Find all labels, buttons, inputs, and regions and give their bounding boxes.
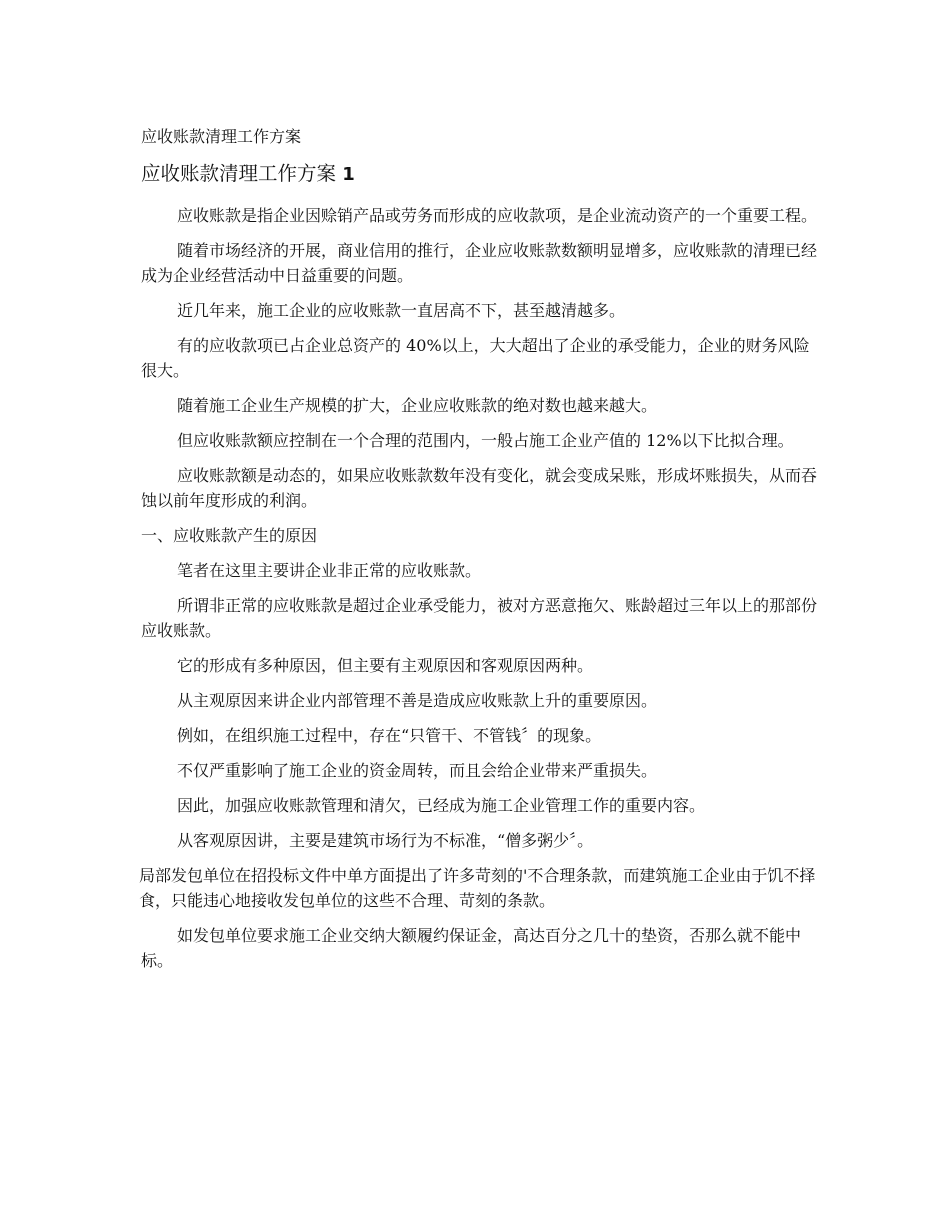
document-body [141, 124, 817, 983]
paragraph: 应收账款是指企业因赊销产品或劳务而形成的应收款项，是企业流动资产的一个重要工程。 [177, 206, 818, 225]
paragraph: 例如，在组织施工过程中，存在“只管干、不管钱〞的现象。 [177, 726, 602, 745]
document-title-number: 1 [342, 164, 355, 185]
paragraph: 但应收账款额应控制在一个合理的范围内，一般占施工企业产值的 12%以下比拟合理。 [177, 431, 794, 450]
paragraph: 有的应收款项已占企业总资产的 40%以上，大大超出了企业的承受能力，企业的财务风险很大。 [141, 336, 810, 380]
paragraph: 笔者在这里主要讲企业非正常的应收账款。 [177, 561, 482, 580]
paragraph: 随着市场经济的开展，商业信用的推行，企业应收账款数额明显增多，应收账款的清理已经成为企业经营活动中日益重要的问题。 [141, 241, 818, 285]
section-heading: 一、应收账款产生的原因 [141, 526, 318, 545]
paragraph: 近几年来，施工企业的应收账款一直居高不下，甚至越清越多。 [177, 301, 626, 320]
paragraph: 因此，加强应收账款管理和清欠，已经成为施工企业管理工作的重要内容。 [177, 796, 706, 815]
paragraph: 不仅严重影响了施工企业的资金周转，而且会给企业带来严重损失。 [177, 761, 658, 780]
paragraph: 如发包单位要求施工企业交纳大额履约保证金，高达百分之几十的垫资，否那么就不能中标。 [141, 926, 802, 970]
paragraph: 从主观原因来讲企业内部管理不善是造成应收账款上升的重要原因。 [177, 691, 658, 710]
paragraph: 应收账款额是动态的，如果应收账款数年没有变化，就会变成呆账，形成坏账损失，从而吞蚀以前年度形成的利润。 [141, 466, 818, 510]
paragraph: 局部发包单位在招投标文件中单方面提出了许多苛刻的'不合理条款，而建筑施工企业由于饥不择食，只能违心地接收发包单位的这些不合理、苛刻的条款。 [139, 866, 816, 910]
document-label: 应收账款清理工作方案 [141, 127, 302, 146]
document-title-text: 应收账款清理工作方案 [141, 162, 337, 185]
paragraph: 随着施工企业生产规模的扩大，企业应收账款的绝对数也越来越大。 [177, 396, 658, 415]
paragraph: 所谓非正常的应收账款是超过企业承受能力，被对方恶意拖欠、账龄超过三年以上的那部份应收账款。 [141, 596, 818, 640]
paragraph: 从客观原因讲，主要是建筑市场行为不标准，“僧多粥少〞。 [177, 831, 594, 850]
paragraph: 它的形成有多种原因，但主要有主观原因和客观原因两种。 [177, 656, 594, 675]
document-title [141, 160, 817, 189]
